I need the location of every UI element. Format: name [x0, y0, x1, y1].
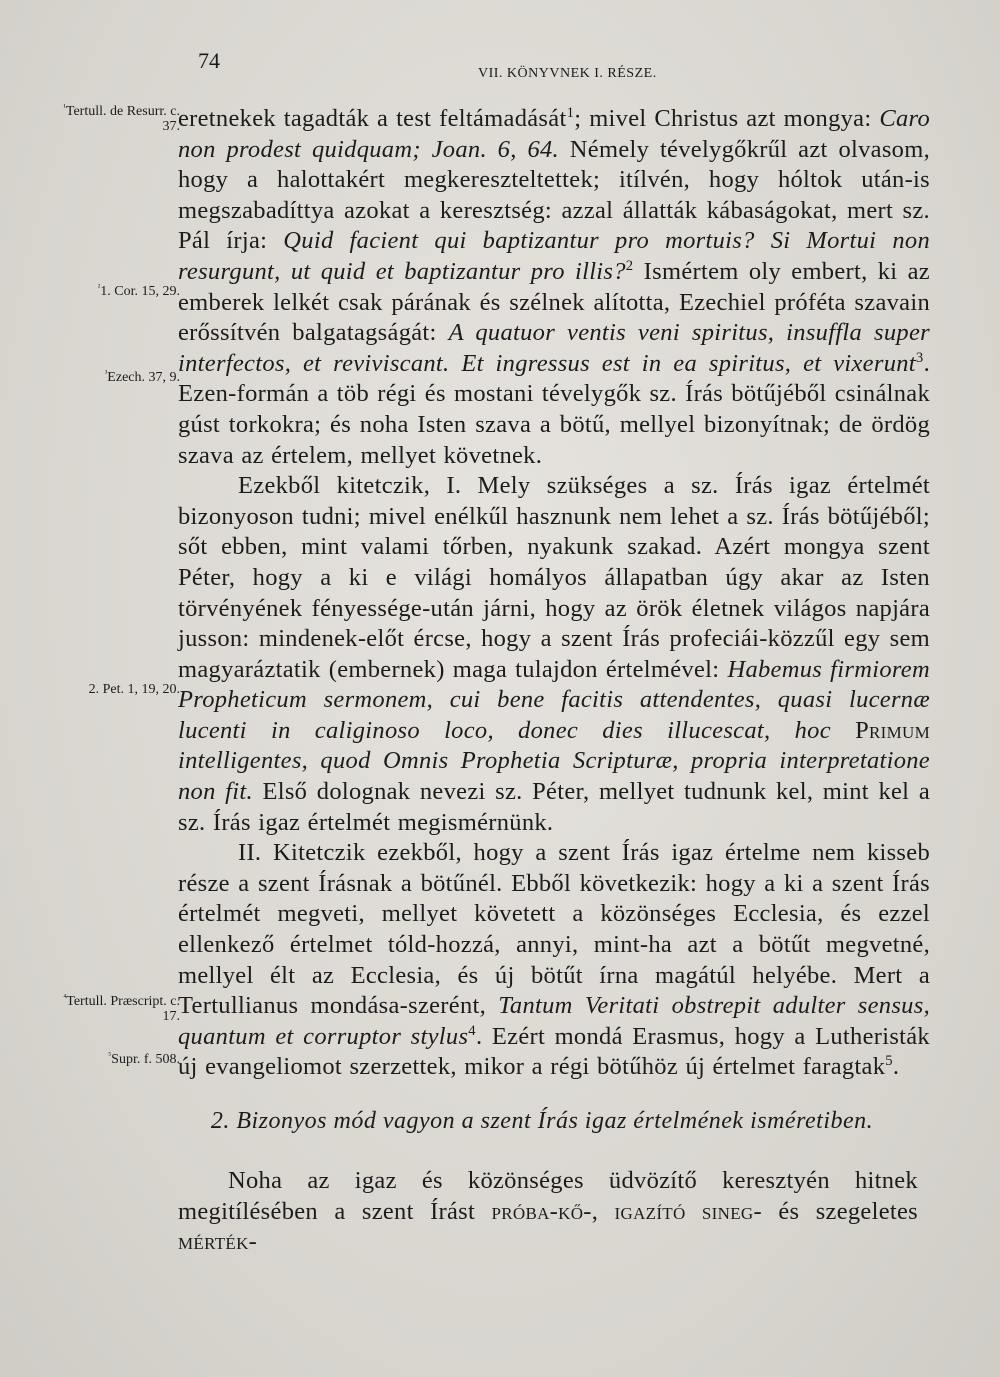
- running-head: VII. KÖNYVNEK I. RÉSZE.: [478, 66, 657, 81]
- margin-note: $^{^3}$Ezech. 37, 9.: [104, 368, 180, 385]
- closing-text: [178, 1166, 918, 1258]
- paragraph: Ezekből kitetczik, I. Mely szükséges a sz. Írás igaz értelmét bizonyoson tudni; mivel enélkűl hasznunk nem lehet a sz. Írás bötűjéből; sőt ebben, mint valami tőrben, nyakunk szakad. Azért mongya szent Péter, hogy a ki e világi homályos állapatban úgy akar az Isten törvényének fényessége-után járni, hogy az örök életnek világos napjára jusson: mindenek-előt ércse, hogy a szent Írás profeciái-közzűl egy sem magyaráztatik (embernek) maga tulajdon értelmével: Habemus firmiorem Propheticum sermonem, cui bene facitis attendentes, quasi lucernæ lucenti in caliginoso loco, donec dies illucescat, hoc Primum intelligentes, quod Omnis Prophetia Scripturæ, propria interpretatione non fit. Első dolognak nevezi sz. Péter, mellyet tudnunk kel, mint kel a sz. Írás igaz értelmét megismérnünk.: [178, 472, 930, 836]
- page-number: 74: [198, 48, 220, 73]
- paragraph: II. Kitetczik ezekből, hogy a szent Írás igaz értelme nem kisseb része a szent Írásnak a bötűnél. Ebből következik: hogy a ki a szent Írás értelmét megveti, mellyet követett a közönséges Ecclesia, és ezzel ellenkező értelmet tóld-hozzá, annyi, mint-ha azt a bötűt megvetné, mellyel élt az Ecclesia, és új bötűt írna magátúl helyébe. Mert a Tertullianus mondása-szerént, Tantum Veritati obstrepit adulter sensus, quantum et corruptor stylus$^4$. Ezért mondá Erasmus, hogy a Lutheristák új evangeliomot szerzettek, mikor a régi bötűhöz új értelmet faragtak$^5$.: [178, 839, 930, 1081]
- margin-note: $^{^1}$Tertull. de Resurr. c. 37.: [63, 102, 180, 134]
- margin-note: $^{^4}$Tertull. Præscript. c. 17.: [63, 992, 180, 1024]
- section-title: 2. Bizonyos mód vagyon a szent Írás igaz értelmének isméretiben.: [210, 1108, 874, 1134]
- main-text: [178, 104, 930, 1083]
- margin-note: 2. Pet. 1, 19, 20.: [88, 682, 180, 697]
- paragraph: eretnekek tagadták a test feltámadását$^1$; mivel Christus azt mongya: Caro non prodest quidquam; Joan. 6, 64. Némely tévelygőkrűl azt olvasom, hogy a halottakért megkereszteltettek; itílvén, hogy hóltok után-is megszabadíttya azokat a keresztség: azzal állatták kábaságokat, mert sz. Pál írja: Quid facient qui baptizantur pro mortuis? Si Mortui non resurgunt, ut quid et baptizantur pro illis?$^2$ Ismértem oly embert, ki az emberek lelkét csak párának és szélnek alította, Ezechiel próféta szavain erőssítvén balgatagságát: A quatuor ventis veni spiritus, insuffla super interfectos, et reviviscant. Et ingressus est in ea spiritus, et vixerunt$^3$. Ezen-formán a töb régi és mostani tévelygők sz. Írás bötűjéből csinálnak gúst torkokra; és noha Isten szava a bötű, mellyel bizonyítnak; de ördög szava az értelem, mellyet követnek.: [178, 104, 930, 469]
- page-header: [0, 46, 1000, 86]
- paragraph: Noha az igaz és közönséges üdvözítő keresztyén hitnek megitílésében a szent Írást próba-kő-, igazító sineg- és szegeletes mérték-: [178, 1167, 918, 1256]
- margin-note: $^{^5}$Supr. f. 508.: [108, 1050, 180, 1067]
- margin-note: $^{^2}$1. Cor. 15, 29.: [97, 282, 180, 299]
